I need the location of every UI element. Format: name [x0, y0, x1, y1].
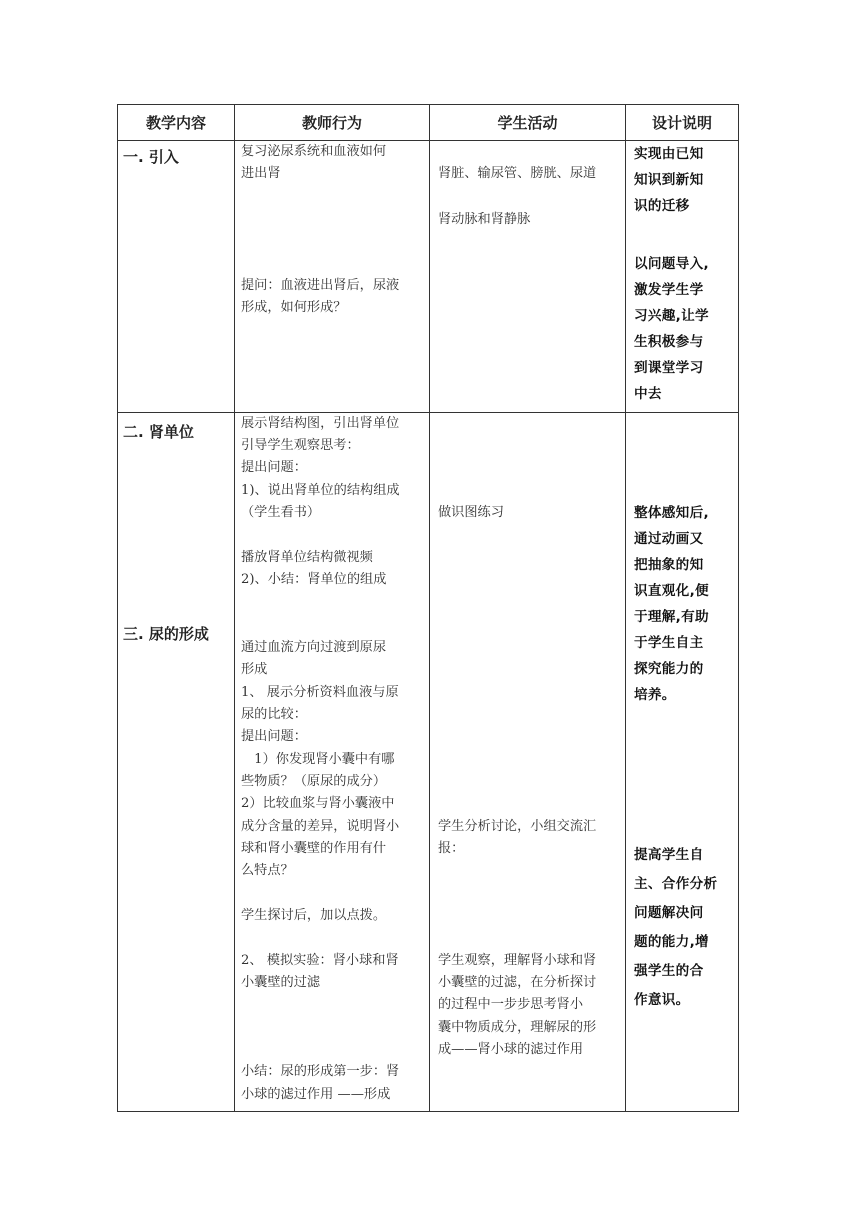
text-line: 复习泌尿系统和血液如何	[241, 144, 387, 159]
text-line: 学生分析讨论，小组交流汇	[438, 819, 597, 834]
text-line: 播放肾单位结构微视频	[241, 550, 373, 565]
text-line: 识的迁移	[634, 198, 690, 214]
text-line: 习兴趣,让学	[634, 308, 709, 324]
row1-student-cell	[430, 141, 626, 413]
text-line: 小球的滤过作用 ——形成	[241, 1087, 391, 1102]
header-student: 学生活动	[430, 105, 626, 141]
text-line: 探究能力的	[634, 661, 704, 677]
text-line: 学生探讨后，加以点拨。	[241, 908, 387, 923]
text-line: 成——肾小球的滤过作用	[438, 1042, 584, 1057]
text-line: 提高学生自	[634, 847, 704, 863]
header-teacher: 教师行为	[235, 105, 430, 141]
header-content: 教学内容	[118, 105, 235, 141]
text-line: 小囊壁的过滤，在分析探讨	[438, 975, 597, 990]
text-line: 进出肾	[241, 166, 281, 181]
text-line: 球和肾小囊壁的作用有什	[241, 841, 387, 856]
text-line: 实现由已知	[634, 146, 704, 162]
text-line: 1、 展示分析资料血液与原	[241, 685, 399, 700]
text-line: 2)、小结：肾单位的组成	[241, 572, 387, 587]
text-line: 强学生的合	[634, 963, 704, 979]
text-line: 提出问题：	[241, 729, 307, 744]
row2-teacher-cell	[235, 413, 430, 1112]
text-line: 知识到新知	[634, 172, 704, 188]
text-line: 小囊壁的过滤	[241, 975, 321, 990]
table-row	[118, 141, 739, 413]
row2-student-cell	[430, 413, 626, 1112]
text-line: 么特点？	[241, 863, 294, 878]
text-line: 以问题导入,	[634, 256, 709, 272]
text-line: 培养。	[634, 687, 676, 703]
table-header-row	[118, 105, 739, 141]
text-line: 题的能力,增	[634, 934, 709, 950]
text-line: 引导学生观察思考：	[241, 438, 360, 453]
text-line: 2、 模拟实验：肾小球和肾	[241, 953, 399, 968]
text-line: 些物质？（原尿的成分）	[241, 774, 387, 789]
text-line: 提问：血液进出肾后，尿液	[241, 278, 400, 293]
lesson-plan-table	[117, 104, 739, 1112]
text-line: 肾动脉和肾静脉	[438, 212, 531, 227]
text-line: 把抽象的知	[634, 557, 704, 573]
text-line: 2）比较血浆与肾小囊液中	[241, 796, 395, 811]
section-intro-title: 一. 引入	[123, 148, 179, 166]
text-line: 作意识。	[634, 992, 690, 1008]
row2-content-cell	[118, 413, 235, 1112]
text-line: 提出问题：	[241, 460, 307, 475]
text-line: 成分含量的差异，说明肾小	[241, 819, 400, 834]
text-line: 识直观化,便	[634, 583, 709, 599]
row2-design-cell	[626, 413, 739, 1112]
text-line: 学生观察，理解肾小球和肾	[438, 953, 597, 968]
text-line: 报：	[438, 841, 465, 856]
text-line: 尿的比较：	[241, 707, 307, 722]
table-row	[118, 413, 739, 1112]
text-line: 形成，如何形成？	[241, 300, 347, 315]
text-line: 整体感知后,	[634, 505, 709, 521]
text-line: 生积极参与	[634, 334, 704, 350]
text-line: 到课堂学习	[634, 360, 704, 376]
text-line: 囊中物质成分，理解尿的形	[438, 1020, 597, 1035]
text-line: （学生看书）	[241, 505, 321, 520]
text-line: 中去	[634, 386, 662, 402]
text-line: 肾脏、输尿管、膀胱、尿道	[438, 166, 597, 181]
row1-content-cell	[118, 141, 235, 413]
text-line: 于学生自主	[634, 635, 704, 651]
text-line: 展示肾结构图，引出肾单位	[241, 416, 400, 431]
text-line: 通过动画又	[634, 531, 704, 547]
text-line: 于理解,有助	[634, 609, 709, 625]
text-line: 1）你发现肾小囊中有哪	[241, 752, 395, 767]
section-nephron-title: 二. 肾单位	[123, 423, 194, 441]
text-line: 主、合作分析	[634, 876, 718, 892]
row1-design-cell	[626, 141, 739, 413]
text-line: 问题解决问	[634, 905, 704, 921]
header-design: 设计说明	[626, 105, 739, 141]
text-line: 的过程中一步步思考肾小	[438, 997, 584, 1012]
text-line: 做识图练习	[438, 505, 504, 520]
text-line: 激发学生学	[634, 282, 704, 298]
row1-teacher-cell	[235, 141, 430, 413]
text-line: 1)、说出肾单位的结构组成	[241, 483, 400, 498]
section-urine-title: 三. 尿的形成	[123, 625, 209, 643]
text-line: 通过血流方向过渡到原尿	[241, 640, 387, 655]
text-line: 形成	[241, 662, 268, 677]
text-line: 小结：尿的形成第一步：肾	[241, 1064, 400, 1079]
